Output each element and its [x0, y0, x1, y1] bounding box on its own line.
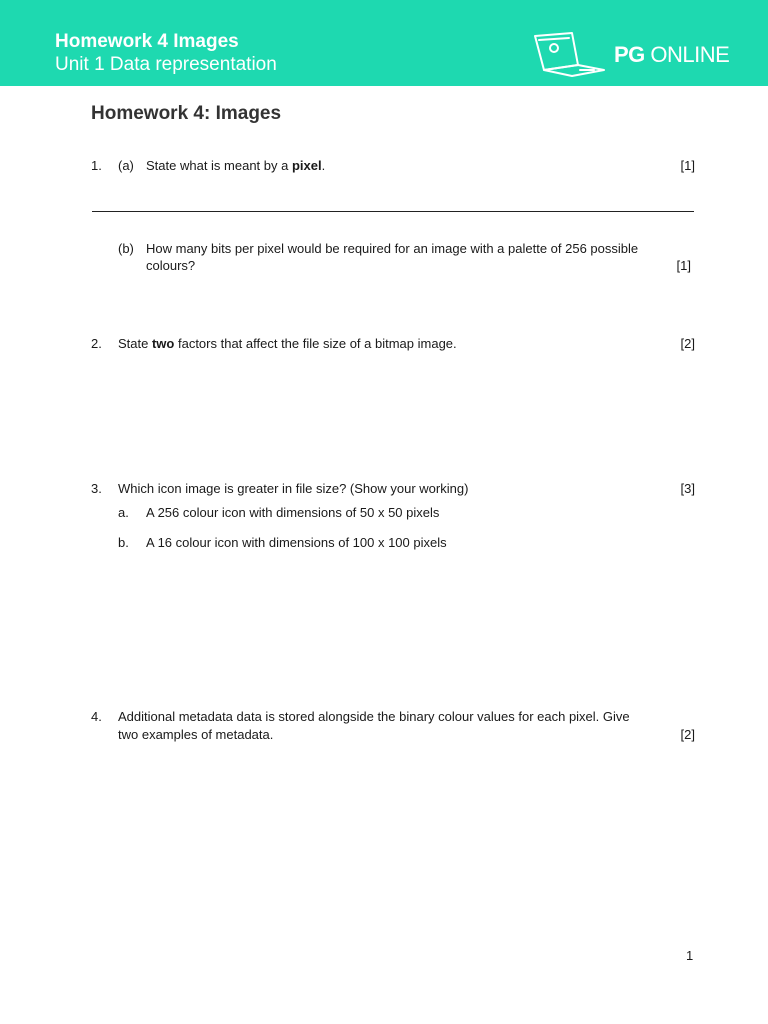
question-3-text: Which icon image is greater in file size? (Show your working): [118, 481, 469, 496]
header-subtitle: Unit 1 Data representation: [55, 54, 277, 75]
laptop-icon: [532, 32, 608, 78]
question-1b-line-2: colours?: [146, 258, 196, 273]
question-3-number: 3.: [91, 481, 102, 496]
question-4-line-2: two examples of metadata.: [118, 727, 274, 742]
question-2-text: [118, 335, 457, 352]
page-heading: Homework 4: Images: [91, 103, 282, 124]
question-4-marks: [2]: [680, 727, 695, 742]
answer-line: [92, 211, 694, 212]
question-3-option-b-text: A 16 colour icon with dimensions of 100 x 100 pixels: [146, 535, 447, 550]
question-2-marks: [2]: [680, 336, 695, 351]
question-3-option-b-label: b.: [118, 535, 129, 550]
question-2-text-start: State: [118, 336, 152, 351]
question-3-marks: [3]: [680, 481, 695, 496]
question-2-number: 2.: [91, 336, 102, 351]
question-1a-text-end: .: [321, 158, 326, 173]
question-1a-keyword: pixel: [291, 158, 322, 173]
question-4-line-1: Additional metadata data is stored alongside the binary colour values for each pixel. Give: [118, 709, 630, 724]
question-1b-line-1: How many bits per pixel would be required for an image with a palette of 256 possible: [146, 241, 639, 256]
header-title: Homework 4 Images: [55, 31, 239, 52]
question-1a-marks: [1]: [680, 158, 695, 173]
logo-word: ONLINE: [650, 42, 730, 67]
question-2-text-end: factors that affect the file size of a bitmap image.: [174, 336, 457, 351]
question-3-option-a-label: a.: [118, 505, 129, 520]
question-1a-text-start: State what is meant by a: [146, 158, 292, 173]
question-1a-text: [146, 157, 325, 174]
page-header: [0, 0, 768, 86]
logo-brand: PG: [614, 42, 645, 67]
question-1b-label: (b): [118, 241, 134, 256]
question-1-number: 1.: [91, 158, 102, 173]
pg-online-logo: [532, 32, 732, 78]
question-1b-marks: [1]: [676, 258, 691, 273]
page-number: 1: [686, 948, 694, 963]
logo-text: [614, 42, 729, 68]
question-1a-label: (a): [118, 158, 134, 173]
question-4-number: 4.: [91, 709, 102, 724]
question-3-option-a-text: A 256 colour icon with dimensions of 50 x 50 pixels: [146, 505, 440, 520]
question-2-keyword: two: [151, 336, 175, 351]
